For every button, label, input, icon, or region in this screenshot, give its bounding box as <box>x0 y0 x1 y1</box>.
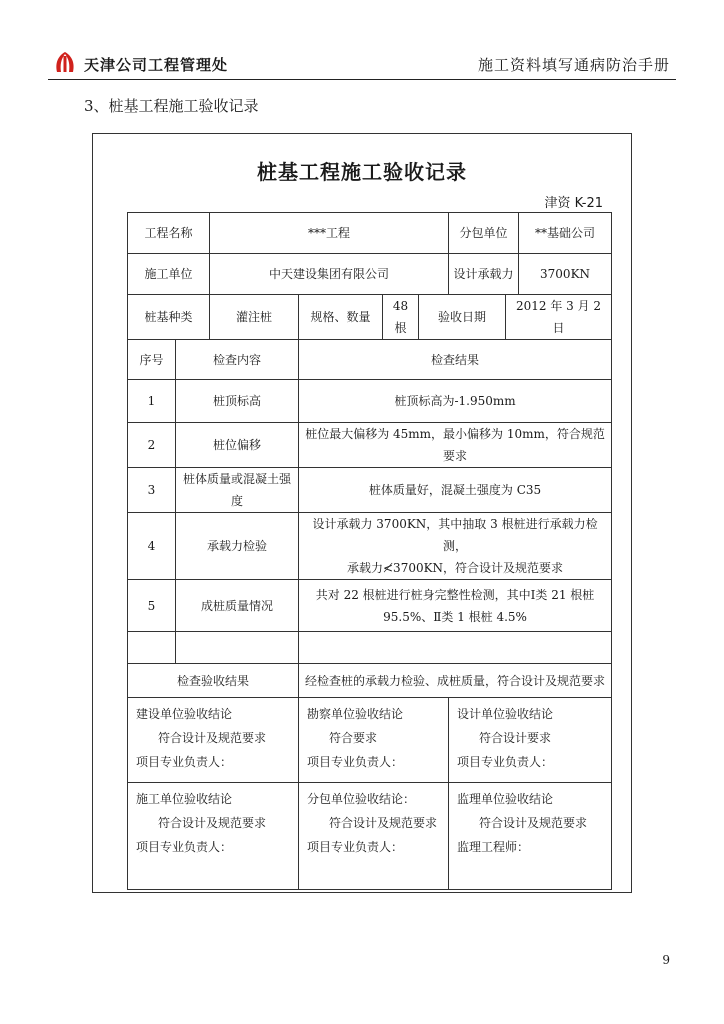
check-content: 桩位偏移 <box>176 423 299 468</box>
check-row <box>128 513 612 580</box>
sign-person: 项目专业负责人： <box>457 755 554 769</box>
sign-row-2 <box>128 783 612 890</box>
page-number: 9 <box>662 953 670 967</box>
check-no-header: 序号 <box>128 340 176 380</box>
accept-date-label: 验收日期 <box>419 295 506 340</box>
check-no: 5 <box>128 580 176 632</box>
sign-title: 监理单位验收结论 <box>457 792 554 806</box>
sign-block-subcontractor <box>299 783 449 890</box>
check-row <box>128 423 612 468</box>
check-result <box>299 580 612 632</box>
design-capacity-value: 3700KN <box>519 254 612 295</box>
info-row-pile <box>128 295 612 340</box>
form-title: 桩基工程施工验收记录 <box>257 160 467 184</box>
check-result-line-1: 设计承载力 3700KN，其中抽取 3 根桩进行承载力检测， <box>312 517 598 553</box>
subcontractor-value: **基础公司 <box>519 213 612 254</box>
pile-type-value: 灌注桩 <box>210 295 299 340</box>
check-no: 3 <box>128 468 176 513</box>
sign-block-supervision <box>449 783 612 890</box>
overall-result-value: 经检查桩的承载力检验、成桩质量，符合设计及规范要求 <box>299 664 612 698</box>
check-row-empty <box>128 632 612 664</box>
project-name-value: ***工程 <box>210 213 449 254</box>
header-divider <box>48 79 676 80</box>
check-content: 成桩质量情况 <box>176 580 299 632</box>
sign-person: 监理工程师： <box>457 840 530 854</box>
empty-cell <box>176 632 299 664</box>
sign-person: 项目专业负责人： <box>307 755 404 769</box>
accept-date-value: 2012 年 3 月 2 日 <box>506 295 612 340</box>
check-no: 2 <box>128 423 176 468</box>
pile-type-label: 桩基种类 <box>128 295 210 340</box>
check-content: 承载力检验 <box>176 513 299 580</box>
subcontractor-label: 分包单位 <box>449 213 519 254</box>
check-no: 4 <box>128 513 176 580</box>
sign-person: 项目专业负责人： <box>136 840 233 854</box>
form-code: 津资 K-21 <box>544 196 603 211</box>
sign-title: 分包单位验收结论： <box>307 792 416 806</box>
design-capacity-label: 设计承载力 <box>449 254 519 295</box>
acceptance-form <box>92 133 632 893</box>
check-content-header: 检查内容 <box>176 340 299 380</box>
sign-title: 施工单位验收结论 <box>136 792 233 806</box>
sign-conclusion: 符合设计及规范要求 <box>158 816 267 830</box>
sign-block-survey <box>299 698 449 783</box>
sign-title: 建设单位验收结论 <box>136 707 233 721</box>
sign-person: 项目专业负责人： <box>136 755 233 769</box>
check-result: 桩位最大偏移为 45mm，最小偏移为 10mm，符合规范要求 <box>299 423 612 468</box>
sign-conclusion: 符合设计及规范要求 <box>329 816 438 830</box>
sign-block-construction <box>128 698 299 783</box>
info-row-constructor <box>128 254 612 295</box>
check-result: 桩体质量好，混凝土强度为 C35 <box>299 468 612 513</box>
project-name-label: 工程名称 <box>128 213 210 254</box>
check-result: 桩顶标高为-1.950mm <box>299 380 612 423</box>
spec-qty-label: 规格、数量 <box>299 295 383 340</box>
info-row-project <box>128 213 612 254</box>
overall-result-label: 检查验收结果 <box>128 664 299 698</box>
section-title: 3、桩基工程施工验收记录 <box>84 97 259 115</box>
empty-cell <box>299 632 612 664</box>
company-logo-icon <box>52 50 78 76</box>
spec-qty-value: 48 根 <box>383 295 419 340</box>
check-content: 桩体质量或混凝土强度 <box>176 468 299 513</box>
check-row <box>128 468 612 513</box>
check-content: 桩顶标高 <box>176 380 299 423</box>
acceptance-table <box>127 212 612 890</box>
check-no: 1 <box>128 380 176 423</box>
constructor-label: 施工单位 <box>128 254 210 295</box>
sign-conclusion: 符合设计及规范要求 <box>479 816 588 830</box>
header-company-name: 天津公司工程管理处 <box>84 56 229 74</box>
check-result-line-2: 95.5%、Ⅱ类 1 根桩 4.5% <box>383 609 527 624</box>
sign-title: 勘察单位验收结论 <box>307 707 404 721</box>
check-row <box>128 580 612 632</box>
empty-cell <box>128 632 176 664</box>
check-result-line-2: 承载力≮3700KN，符合设计及规范要求 <box>347 561 564 575</box>
constructor-value: 中天建设集团有限公司 <box>210 254 449 295</box>
check-result <box>299 513 612 580</box>
sign-conclusion: 符合设计要求 <box>479 731 552 745</box>
sign-title: 设计单位验收结论 <box>457 707 554 721</box>
overall-result-row <box>128 664 612 698</box>
sign-block-contractor <box>128 783 299 890</box>
check-result-line-1: 共对 22 根桩进行桩身完整性检测，其中Ⅰ类 21 根桩 <box>315 587 595 602</box>
sign-conclusion: 符合要求 <box>329 731 378 745</box>
header-manual-title: 施工资料填写通病防治手册 <box>477 56 670 74</box>
check-result-header: 检查结果 <box>299 340 612 380</box>
sign-block-design <box>449 698 612 783</box>
sign-person: 项目专业负责人： <box>307 840 404 854</box>
check-row <box>128 380 612 423</box>
check-header-row <box>128 340 612 380</box>
sign-row-1 <box>128 698 612 783</box>
sign-conclusion: 符合设计及规范要求 <box>158 731 267 745</box>
